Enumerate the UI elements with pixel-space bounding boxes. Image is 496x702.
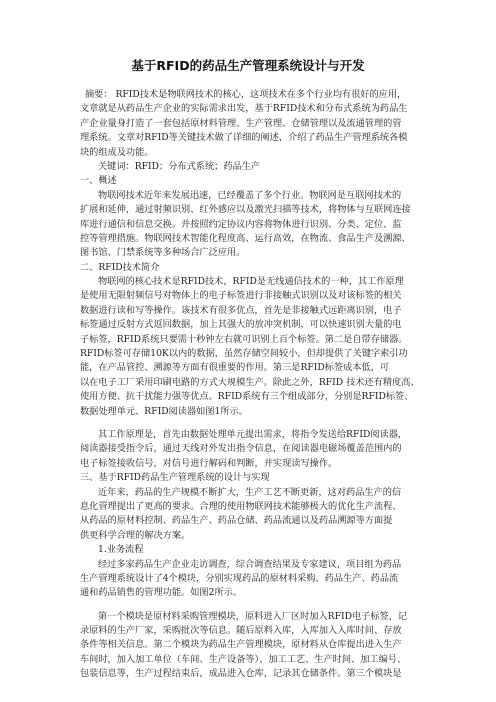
figure-gap [80,419,422,428]
paragraph-line: 近年来，药品的生产规模不断扩大，生产工艺不断更新，这对药品生产的信 [98,486,402,498]
paragraph-line: 物联网的核心技术是RFID技术，RFID是无线通信技术的一种，其工作原理 [98,276,404,288]
paragraph-line: 其工作原理是，首先由数据处理单元提出需求，将指令发送给RFID阅读器， [98,428,408,440]
paragraph-line: 通和药品销售的管理功能。如图2所示。 [80,587,243,599]
paragraph-line: RFID标签可存储10K以内的数据，虽然存储空间较小，但却提供了关键字索引功 [80,348,408,360]
paragraph-line: 电子标签接收信号，对信号进行解码和判断，并实现读写操作。 [80,457,338,469]
paragraph-line: 是使用无限射频信号对物体上的电子标签进行非接触式识别以及对该标签的相关 [80,290,402,302]
paragraph-line: 生产管理系统设计了4个模块，分别实现药品的原材料采购、药品生产、药品流 [80,572,399,584]
paragraph-line: 包装信息等，生产过程结束后，成品进入仓库，记录其仓储条件。第三个模块是 [80,668,402,680]
paragraph-line: 条件等相关信息。第二个模块为药品生产管理模块，原材料从仓库提出进入生产 [80,639,402,651]
paragraph-line: 供更科学合理的解决方案。 [80,529,191,541]
paragraph-line: 以在电子工厂采用印刷电路的方式大规模生产。除此之外，RFID 技术还有精度高、 [80,376,420,388]
paragraph-line: 库进行通信和信息交换。并按照约定协议内容将物体进行识别、分类、定位、监 [80,218,402,230]
document-body [80,88,422,682]
paragraph-line: 标签通过反射方式返回数据，加上其强大的放冲突机制，可以快速识别大量的电 [80,319,402,331]
paragraph-line: 息化管理提出了更高的要求。合理的使用物联网技术能够极大的优化生产流程、 [80,500,402,512]
section-heading: 三、基于RFID药品生产管理系统的设计与实现 [80,472,270,484]
document-title: 基于RFID的药品生产管理系统设计与开发 [131,58,365,73]
section-heading: 二、RFID技术简介 [80,261,160,273]
figure-gap [80,601,422,610]
paragraph-line: 数据处理单元、RFID阅读器如图1所示。 [80,405,248,417]
paragraph-line: 车间时，加入加工单位（车间、生产设备等）、加工工艺、生产时间、加工编号、 [80,653,407,665]
paragraph-line: 扩展和延伸，通过射频识别、红外感应以及激光扫描等技术，将物体与互联网连接 [80,204,411,216]
abstract-line: 产企业量身打造了一套包括原材料管理、生产管理、仓储管理以及流通管理的管 [80,117,402,129]
paragraph-line: 控等管理措施。物联网技术智能化程度高、运行高效，在物流、食品生产及溯源、 [80,232,411,244]
abstract-line: 文章就是从药品生产企业的实际需求出发，基于RFID技术和分布式系统为药品生 [80,103,408,115]
paragraph-line: 子标签，RFID系统只要需十秒钟左右就可识别上百个标签。第二是自带存储器。 [80,333,408,345]
paragraph-line: 录原料的生产厂家，采购批次等信息。随后原料入库，入库加入入库时间、存放 [80,625,402,637]
paragraph-line: 使用方便、抗干扰能力强等优点。RFID系统有三个组成部分，分别是RFID标签、 [80,391,414,403]
section-heading: 一、概述 [80,175,117,187]
paragraph-line: 图书馆、门禁系统等多种场合广泛应用。 [80,247,246,259]
paragraph-line: 经过多家药品生产企业走访调查，综合调查结果及专家建议，项目组为药品 [98,558,402,570]
paragraph-line: 物联网技术近年来发展迅速，已经覆盖了多个行业。物联网是互联网技术的 [98,189,402,201]
abstract [80,88,422,160]
paragraph-line: 从药品的原材料控制、药品生产、药品仓储、药品流通以及药品溯源等方面提 [80,515,393,527]
paragraph-line: 能，在产品管控、溯源等方面有很重要的作用。第三是RFID标签成本低，可 [80,362,390,374]
paragraph-line: 数据进行读和写等操作。该技术有很多优点，首先是非接触式远距离识别，电子 [80,304,402,316]
keywords: 关键词：RFID；分布式系统；药品生产 [98,160,261,172]
paragraph-line: 阅读器接受指令后，通过天线对外发出指令信息，在阅读器电磁场覆盖范围内的 [80,443,402,455]
abstract-line: 块的组成及功能。 [80,146,154,158]
abstract-line: 理系统。文章对RFID等关键技术做了详细的阐述，介绍了药品生产管理系统各模 [80,132,408,144]
abstract-line: 摘要： RFID技术是物联网技术的核心，这项技术在多个行业均有很好的应用， [85,89,407,100]
subsection-heading: 1.业务流程 [98,544,144,556]
paragraph-line: 第一个模块是原材料采购管理模块，原料进入厂区时加入RFID电子标签，记 [98,610,408,622]
